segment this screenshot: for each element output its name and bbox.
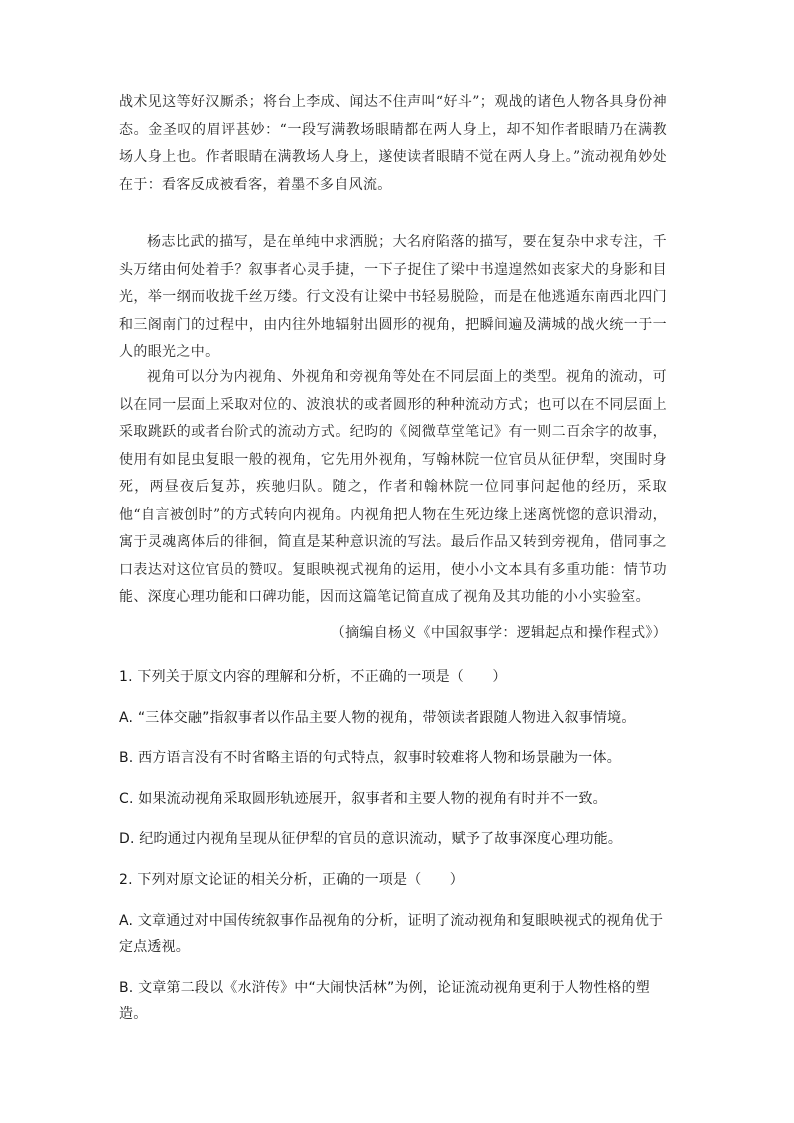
passage-source: （摘编自杨义《中国叙事学：逻辑起点和操作程式》） <box>330 625 667 641</box>
question-1-option-a: A. “三体交融”指叙事者以作品主要人物的视角，带领读者跟随人物进入叙事情境。 <box>119 710 636 726</box>
question-1-option-b: B. 西方语言没有不时省略主语的句式特点，叙事时较难将人物和场景融为一体。 <box>119 750 621 766</box>
question-2-option-a: A. 文章通过对中国传统叙事作品视角的分析，证明了流动视角和复眼映视式的视角优于定点透视。 <box>119 913 664 955</box>
question-1-option-c: C. 如果流动视角采取圆形轨迹展开，叙事者和主要人物的视角有时并不一致。 <box>119 791 607 807</box>
question-2-option-b: B. 文章第二段以《水浒传》中“大闹快活林”为例，论证流动视角更利于人物性格的塑造。 <box>119 980 651 1022</box>
question-2-stem: 2. 下列对原文论证的相关分析，正确的一项是（ ） <box>119 872 465 888</box>
passage-paragraph-2: 杨志比武的描写，是在单纯中求洒脱；大名府陷落的描写，要在复杂中求专注，千头万绪由何处着手？叙事者心灵手捷，一下子捉住了梁中书遑遑然如丧家犬的身影和目光，举一纲而收拢千丝万缕。行文没有让梁中书轻易脱险，而是在他逃遁东南西北四门和三阁南门的过程中，由内往外地辐射出圆形的视角，把瞬间遍及满城的战火统一于一人的眼光之中。 <box>119 234 667 360</box>
passage-paragraph-1: 战术见这等好汉厮杀；将台上李成、闻达不住声叫“好斗”；观战的诸色人物各具身份神态。金圣叹的眉评甚妙：“一段写满教场眼睛都在两人身上，却不知作者眼睛乃在满教场人身上也。作者眼睛在满教场人身上，遂使读者眼睛不觉在两人身上。”流动视角妙处在于：看客反成被看客，着墨不多自风流。 <box>119 94 667 193</box>
question-1-stem: 1. 下列关于原文内容的理解和分析，不正确的一项是（ ） <box>119 669 507 685</box>
passage-paragraph-3: 视角可以分为内视角、外视角和旁视角等处在不同层面上的类型。视角的流动，可以在同一层面上采取对位的、波浪状的或者圆形的种种流动方式；也可以在不同层面上采取跳跃的或者台阶式的流动方式。纪昀的《阅微草堂笔记》有一则二百余字的故事，使用有如昆虫复眼一般的视角，它先用外视角，写翰林院一位官员从征伊犁，突围时身死，两昼夜后复苏，疾驰归队。随之，作者和翰林院一位同事问起他的经历，采取他“自言被创时”的方式转向内视角。内视角把人物在生死边缘上迷离恍惚的意识滑动，寓于灵魂离体后的徘徊，简直是某种意识流的写法。最后作品又转到旁视角，借同事之口表达对这位官员的赞叹。复眼映视式视角的运用，使小小文本具有多重功能：情节功能、深度心理功能和口碑功能，因而这篇笔记简直成了视角及其功能的小小实验室。 <box>119 369 667 605</box>
question-1-option-d: D. 纪昀通过内视角呈现从征伊犁的官员的意识流动，赋予了故事深度心理功能。 <box>119 831 623 847</box>
